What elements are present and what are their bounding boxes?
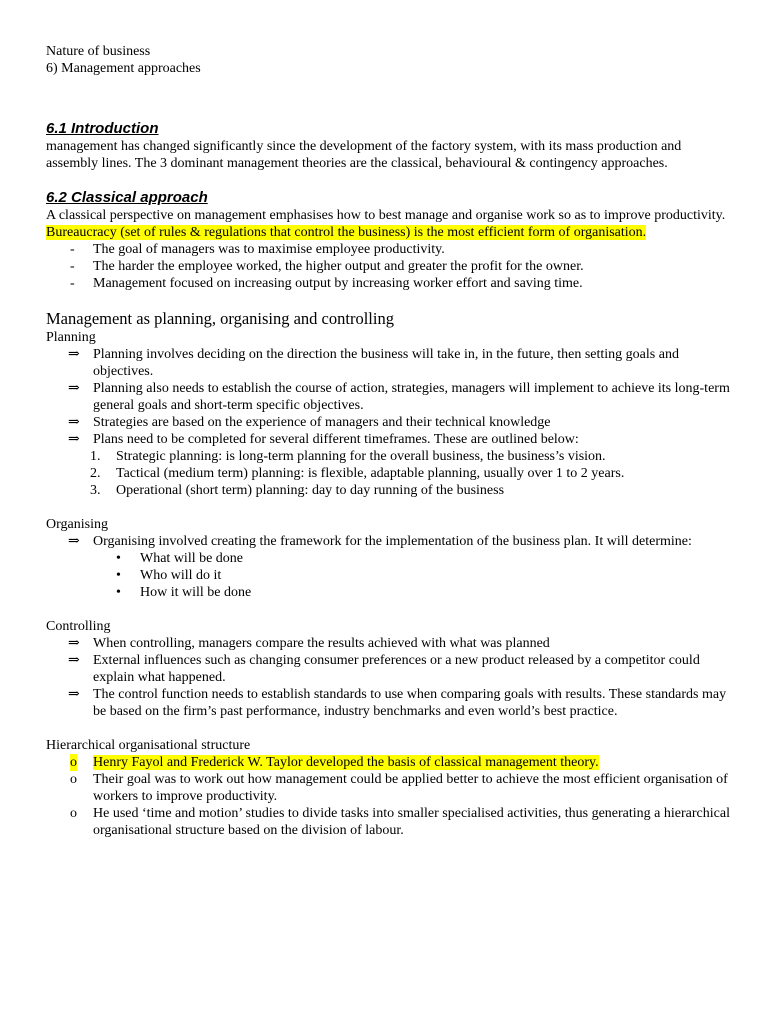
planning-list <box>46 346 736 448</box>
list-item: - The goal of managers was to maximise employee productivity. <box>46 241 736 258</box>
list-item <box>46 465 736 482</box>
planning-timeframe-list <box>46 448 736 499</box>
list-item <box>46 414 736 431</box>
arrow-icon: ⇒ <box>68 687 80 702</box>
classical-text-plain: A classical perspective on management emphasises how to best manage and organise work so as to improve productivity. <box>46 208 726 223</box>
list-item-text: The control function needs to establish standards to use when comparing goals with results. These standards may be based on the firm’s past performance, industry benchmarks and even world’s best practice. <box>93 687 727 719</box>
list-number: 1. <box>90 449 101 464</box>
list-item <box>46 584 736 601</box>
bullet-icon: • <box>116 585 121 600</box>
list-number: 2. <box>90 466 101 481</box>
list-item <box>46 771 736 805</box>
list-item <box>46 431 736 448</box>
organising-label: Organising <box>46 517 108 532</box>
arrow-icon: ⇒ <box>68 534 80 549</box>
bureaucracy-highlight: Bureaucracy (set of rules & regulations that control the business) is the most efficient form of organisation. <box>46 225 647 240</box>
list-item-text: Plans need to be completed for several different timeframes. These are outlined below: <box>93 432 579 447</box>
hierarchy-list <box>46 754 736 839</box>
arrow-icon: ⇒ <box>68 432 80 447</box>
list-item <box>46 550 736 567</box>
header-line-2: 6) Management approaches <box>46 61 201 76</box>
hierarchy-label: Hierarchical organisational structure <box>46 738 251 753</box>
list-item-text: Strategies are based on the experience of managers and their technical knowledge <box>93 415 551 430</box>
list-item-text: How it will be done <box>140 585 252 600</box>
intro-text: management has changed significantly since the development of the factory system, with its mass production and assembly lines. The 3 dominant management theories are the classical, behavioural & contingency approaches. <box>46 139 682 171</box>
list-item-text: Tactical (medium term) planning: is flexible, adaptable planning, usually over 1 to 2 years. <box>116 466 625 481</box>
circle-bullet-icon: o <box>70 755 77 770</box>
intro-heading: 6.1 Introduction <box>46 120 159 137</box>
list-item: - Management focused on increasing output by increasing worker effort and saving time. <box>46 275 736 292</box>
list-item <box>46 380 736 414</box>
circle-bullet-icon: o <box>70 806 77 821</box>
list-item-text: Organising involved creating the framework for the implementation of the business plan. It will determine: <box>93 534 692 549</box>
list-item-text: Operational (short term) planning: day to day running of the business <box>116 483 505 498</box>
management-section-title: Management as planning, organising and controlling <box>46 309 394 328</box>
list-item-text: Planning involves deciding on the direction the business will take in, in the future, then setting goals and objectives. <box>93 347 679 379</box>
bullet-icon: • <box>116 568 121 583</box>
arrow-icon: ⇒ <box>68 347 80 362</box>
list-number: 3. <box>90 483 101 498</box>
list-item <box>46 652 736 686</box>
list-item <box>46 686 736 720</box>
list-item <box>46 482 736 499</box>
classical-heading: 6.2 Classical approach <box>46 189 208 206</box>
list-item-text: Their goal was to work out how management could be applied better to achieve the most efficient organisation of workers to improve productivity. <box>93 772 728 804</box>
classical-text <box>46 207 736 241</box>
list-item-text: Who will do it <box>140 568 222 583</box>
list-item-text: He used ‘time and motion’ studies to divide tasks into smaller specialised activities, thus generating a hierarchical organisational structure based on the division of labour. <box>93 806 730 838</box>
list-item-text: Strategic planning: is long-term planning for the overall business, the business’s vision. <box>116 449 606 464</box>
fayol-taylor-highlight: Henry Fayol and Frederick W. Taylor developed the basis of classical management theory. <box>93 755 599 770</box>
list-item <box>46 805 736 839</box>
list-item <box>46 635 736 652</box>
list-item <box>46 754 736 771</box>
organising-bullet-list <box>46 550 736 601</box>
list-item <box>46 448 736 465</box>
classical-bullet-list <box>46 241 736 292</box>
planning-label: Planning <box>46 330 96 345</box>
arrow-icon: ⇒ <box>68 381 80 396</box>
organising-list <box>46 533 736 550</box>
document-body <box>46 43 736 839</box>
list-item-text: When controlling, managers compare the results achieved with what was planned <box>93 636 550 651</box>
arrow-icon: ⇒ <box>68 415 80 430</box>
arrow-icon: ⇒ <box>68 636 80 651</box>
list-item <box>46 533 736 550</box>
list-item <box>46 346 736 380</box>
bullet-icon: • <box>116 551 121 566</box>
list-item-text: Planning also needs to establish the course of action, strategies, managers will implement to achieve its long-term general goals and short-term specific objectives. <box>93 381 730 413</box>
controlling-label: Controlling <box>46 619 111 634</box>
header-line-1: Nature of business <box>46 44 151 59</box>
list-item-text: External influences such as changing consumer preferences or a new product released by a competitor could explain what happened. <box>93 653 700 685</box>
list-item <box>46 567 736 584</box>
circle-bullet-icon: o <box>70 772 77 787</box>
controlling-list <box>46 635 736 720</box>
list-item: - The harder the employee worked, the higher output and greater the profit for the owner. <box>46 258 736 275</box>
arrow-icon: ⇒ <box>68 653 80 668</box>
list-item-text: What will be done <box>140 551 244 566</box>
